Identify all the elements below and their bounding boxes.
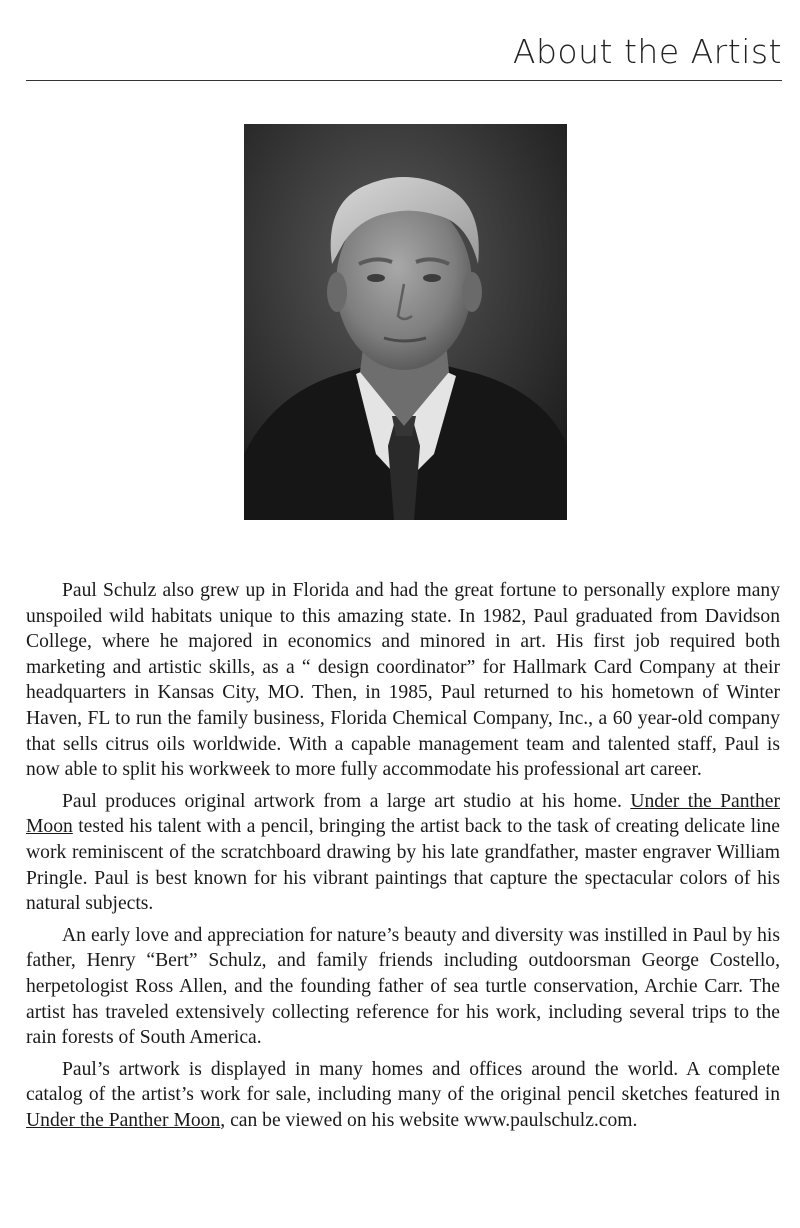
bio-paragraph: [26, 923, 780, 1051]
bio-text: Paul’s artwork is displayed in many homes and offices around the world. A complete catalog of the artist’s work for sale, including many of the original pencil sketches featured in: [26, 1058, 780, 1106]
bio-text: tested his talent with a pencil, bringing the artist back to the task of creating delicate line work reminiscent of the scratchboard drawing by his late grandfather, master engraver William Pringle. Paul is best known for his vibrant paintings that capture the spectacular colors of his natural subjects.: [26, 816, 780, 915]
artist-bio: [26, 578, 780, 1139]
portrait-ear-right: [462, 272, 482, 312]
bio-text: An early love and appreciation for nature’s beauty and diversity was instilled in Paul by his father, Henry “Bert” Schulz, and family friends including outdoorsman George Costello, herpetologist Ross Allen, and the founding father of sea turtle conservation, Archie Carr. The artist has traveled extensively collecting reference for his work, including several trips to the rain forests of South America.: [26, 924, 780, 1049]
bio-paragraph: [26, 789, 780, 917]
bio-text: , can be viewed on his website www.paulschulz.com.: [220, 1109, 638, 1131]
portrait-eye-right: [423, 274, 441, 282]
artist-portrait-photo-icon: [244, 124, 567, 520]
bio-paragraph: [26, 578, 780, 783]
book-title: Under the Panther Moon: [26, 790, 780, 838]
portrait-ear-left: [327, 272, 347, 312]
bio-paragraph: [26, 1057, 780, 1134]
page-title: About the Artist: [512, 32, 782, 71]
portrait-eye-left: [367, 274, 385, 282]
page-header: [26, 20, 782, 81]
bio-text: Paul Schulz also grew up in Florida and had the great fortune to personally explore many unspoiled wild habitats unique to this amazing state. In 1982, Paul graduated from Davidson College, where he majored in economics and minored in art. His first job required both marketing and artistic skills, as a “ design coordinator” for Hallmark Card Company at their headquarters in Kansas City, MO. Then, in 1985, Paul returned to his hometown of Winter Haven, FL to run the family business, Florida Chemical Company, Inc., a 60 year-old company that sells citrus oils worldwide. With a capable management team and talented staff, Paul is now able to split his workweek to more fully accommodate his professional art career.: [26, 580, 780, 781]
bio-text: Paul produces original artwork from a large art studio at his home.: [62, 790, 631, 812]
book-title: Under the Panther Moon: [26, 1109, 221, 1131]
